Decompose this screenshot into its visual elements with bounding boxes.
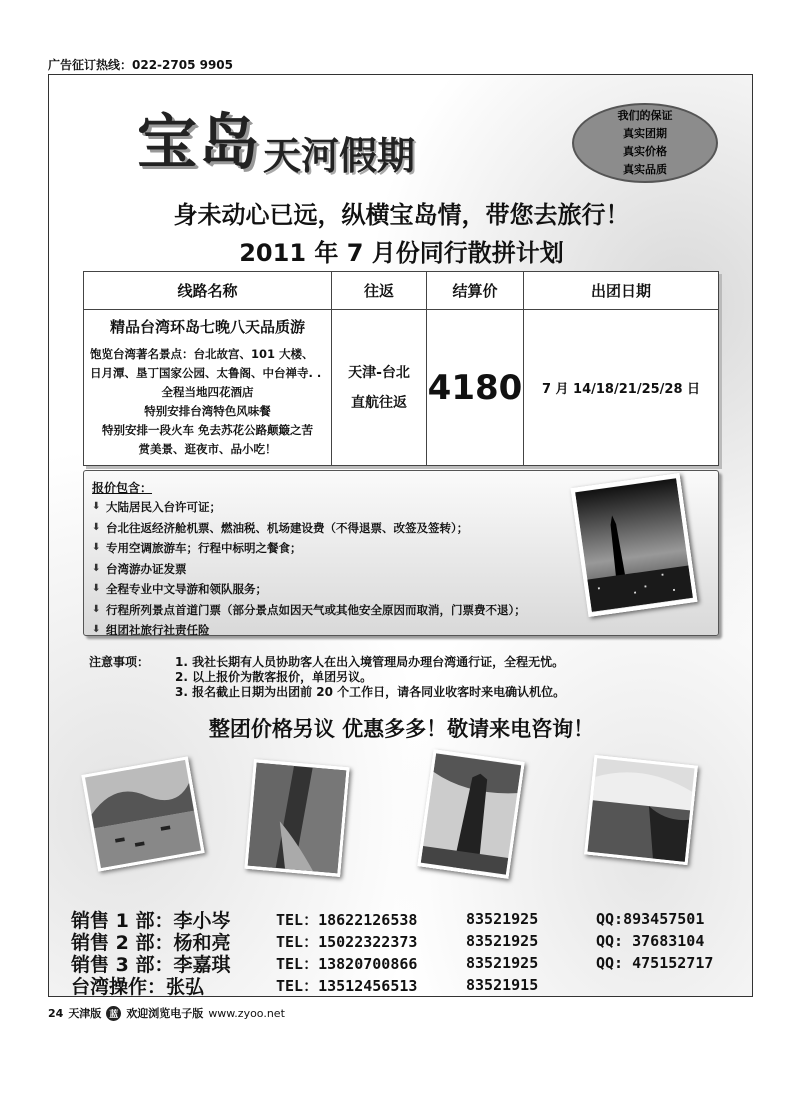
route-cell [84,310,332,466]
route-desc-line: 饱览台湾著名景点：台北故宫、101 大楼、 [90,347,314,361]
contact-list [71,908,741,996]
slogan: 整团价格另议 优惠多多！敬请来电咨询！ [208,717,595,741]
contact-row [71,974,741,996]
list-item [92,497,526,518]
contact-tel: TEL：18622126538 [276,910,418,929]
guarantee-item: 真实团期 [623,127,667,140]
notes [89,655,565,700]
contact-phone: 83521925 [466,910,539,928]
guarantee-badge [572,103,718,183]
ad-frame [48,74,753,997]
logo-sub: 天河假期 [263,133,416,178]
route-desc-line: 特别安排台湾特色风味餐 [144,404,271,418]
route-description [84,345,331,465]
bullet-icon: ⬇ [92,501,101,512]
trip-route: 天津-台北 [348,364,410,381]
gorge-photo [244,759,349,877]
contact-qq: QQ: 37683104 [596,932,705,950]
tower-photo [417,749,525,879]
contact-phone: 83521915 [466,976,539,994]
website-link[interactable]: www.zyoo.net [208,1006,285,1020]
contact-tel: TEL：13820700866 [276,954,418,973]
harbor-photo [81,756,204,871]
col-price: 结算价 [427,272,524,310]
bullet-icon: ⬇ [92,562,101,574]
list-item [92,579,526,600]
footer-text: 欢迎浏览电子版 [126,1007,204,1020]
ad-hotline: 广告征订热线：022-2705 9905 [48,58,234,72]
brand-icon: 蓝 [106,1006,121,1021]
list-item [92,559,526,580]
contact-name: 销售 2 部：杨和亮 [71,931,231,954]
included-text: 专用空调旅游车；行程中标明之餐食； [106,541,302,555]
route-desc-line: 日月潭、垦丁国家公园、太鲁阁、中台禅寺. . [90,366,322,380]
contact-name: 销售 1 部：李小岑 [71,909,231,932]
trip-cell [332,310,427,466]
list-item [92,620,526,641]
list-item [92,600,526,621]
list-item [92,538,526,559]
page-number: 24 [48,1006,64,1020]
contact-qq: QQ: 475152717 [596,954,714,972]
contact-tel: TEL：15022322373 [276,932,418,951]
included-text: 台湾游办证发票 [106,561,187,576]
note-item: 1. 我社长期有人员协助客人在出入境管理局办理台湾通行证，全程无忧。 [175,655,565,669]
col-route: 线路名称 [84,272,332,310]
included-text: 行程所列景点首道门票（部分景点如因天气或其他安全原因而取消，门票费不退）； [106,602,526,617]
route-name: 精品台湾环岛七晚八天品质游 [109,318,305,336]
trip-type: 直航往返 [351,394,407,411]
page-footer [48,1005,285,1021]
logo-main: 宝岛 [137,108,261,178]
bullet-icon: ⬇ [92,542,101,553]
edition: 天津版 [68,1007,102,1020]
route-desc-line: 赏美景、逛夜市、品小吃！ [138,442,277,456]
route-desc-line: 全程当地四花酒店 [161,385,254,399]
price-cell: 4180 [427,310,524,466]
included-text: 大陆居民入台许可证； [106,500,221,514]
included-text: 组团社旅行社责任险 [106,623,210,637]
headline: 身未动心已远，纵横宝岛情，带您去旅行！ [173,201,630,229]
col-trip: 往返 [332,272,427,310]
note-item: 2. 以上报价为散客报价，单团另议。 [175,670,373,684]
route-table [83,271,719,466]
taipei101-photo [570,473,697,617]
guarantee-item: 真实品质 [623,163,667,176]
bullet-icon: ⬇ [92,603,101,615]
bullet-icon: ⬇ [92,521,101,533]
included-list [92,497,526,641]
plan-title: 2011 年 7 月份同行散拼计划 [239,239,564,267]
contact-name: 台湾操作：张弘 [71,975,205,997]
contact-phone: 83521925 [466,954,539,972]
bullet-icon: ⬇ [92,583,101,594]
included-text: 台北往返经济舱机票、燃油税、机场建设费（不得退票、改签及签转）； [106,520,469,535]
contact-tel: TEL：13512456513 [276,976,418,995]
bullet-icon: ⬇ [92,624,101,635]
contact-qq: QQ:893457501 [596,910,705,928]
route-desc-line: 特别安排一段火车 免去苏花公路颠簸之苦 [101,423,313,437]
contact-phone: 83521925 [466,932,539,950]
guarantee-item: 真实价格 [623,145,667,158]
guarantee-title: 我们的保证 [617,109,673,122]
notes-label: 注意事项： [89,655,150,669]
note-item: 3. 报名截止日期为出团前 20 个工作日，请各同业收客时来电确认机位。 [175,685,566,699]
dates-cell: 7 月 14/18/21/25/28 日 [524,310,719,466]
included-title: 报价包含： [92,481,153,495]
contact-name: 销售 3 部：李嘉琪 [71,953,231,976]
included-text: 全程专业中文导游和领队服务； [106,582,267,596]
list-item [92,518,526,539]
col-dates: 出团日期 [524,272,719,310]
coast-photo [584,755,698,865]
